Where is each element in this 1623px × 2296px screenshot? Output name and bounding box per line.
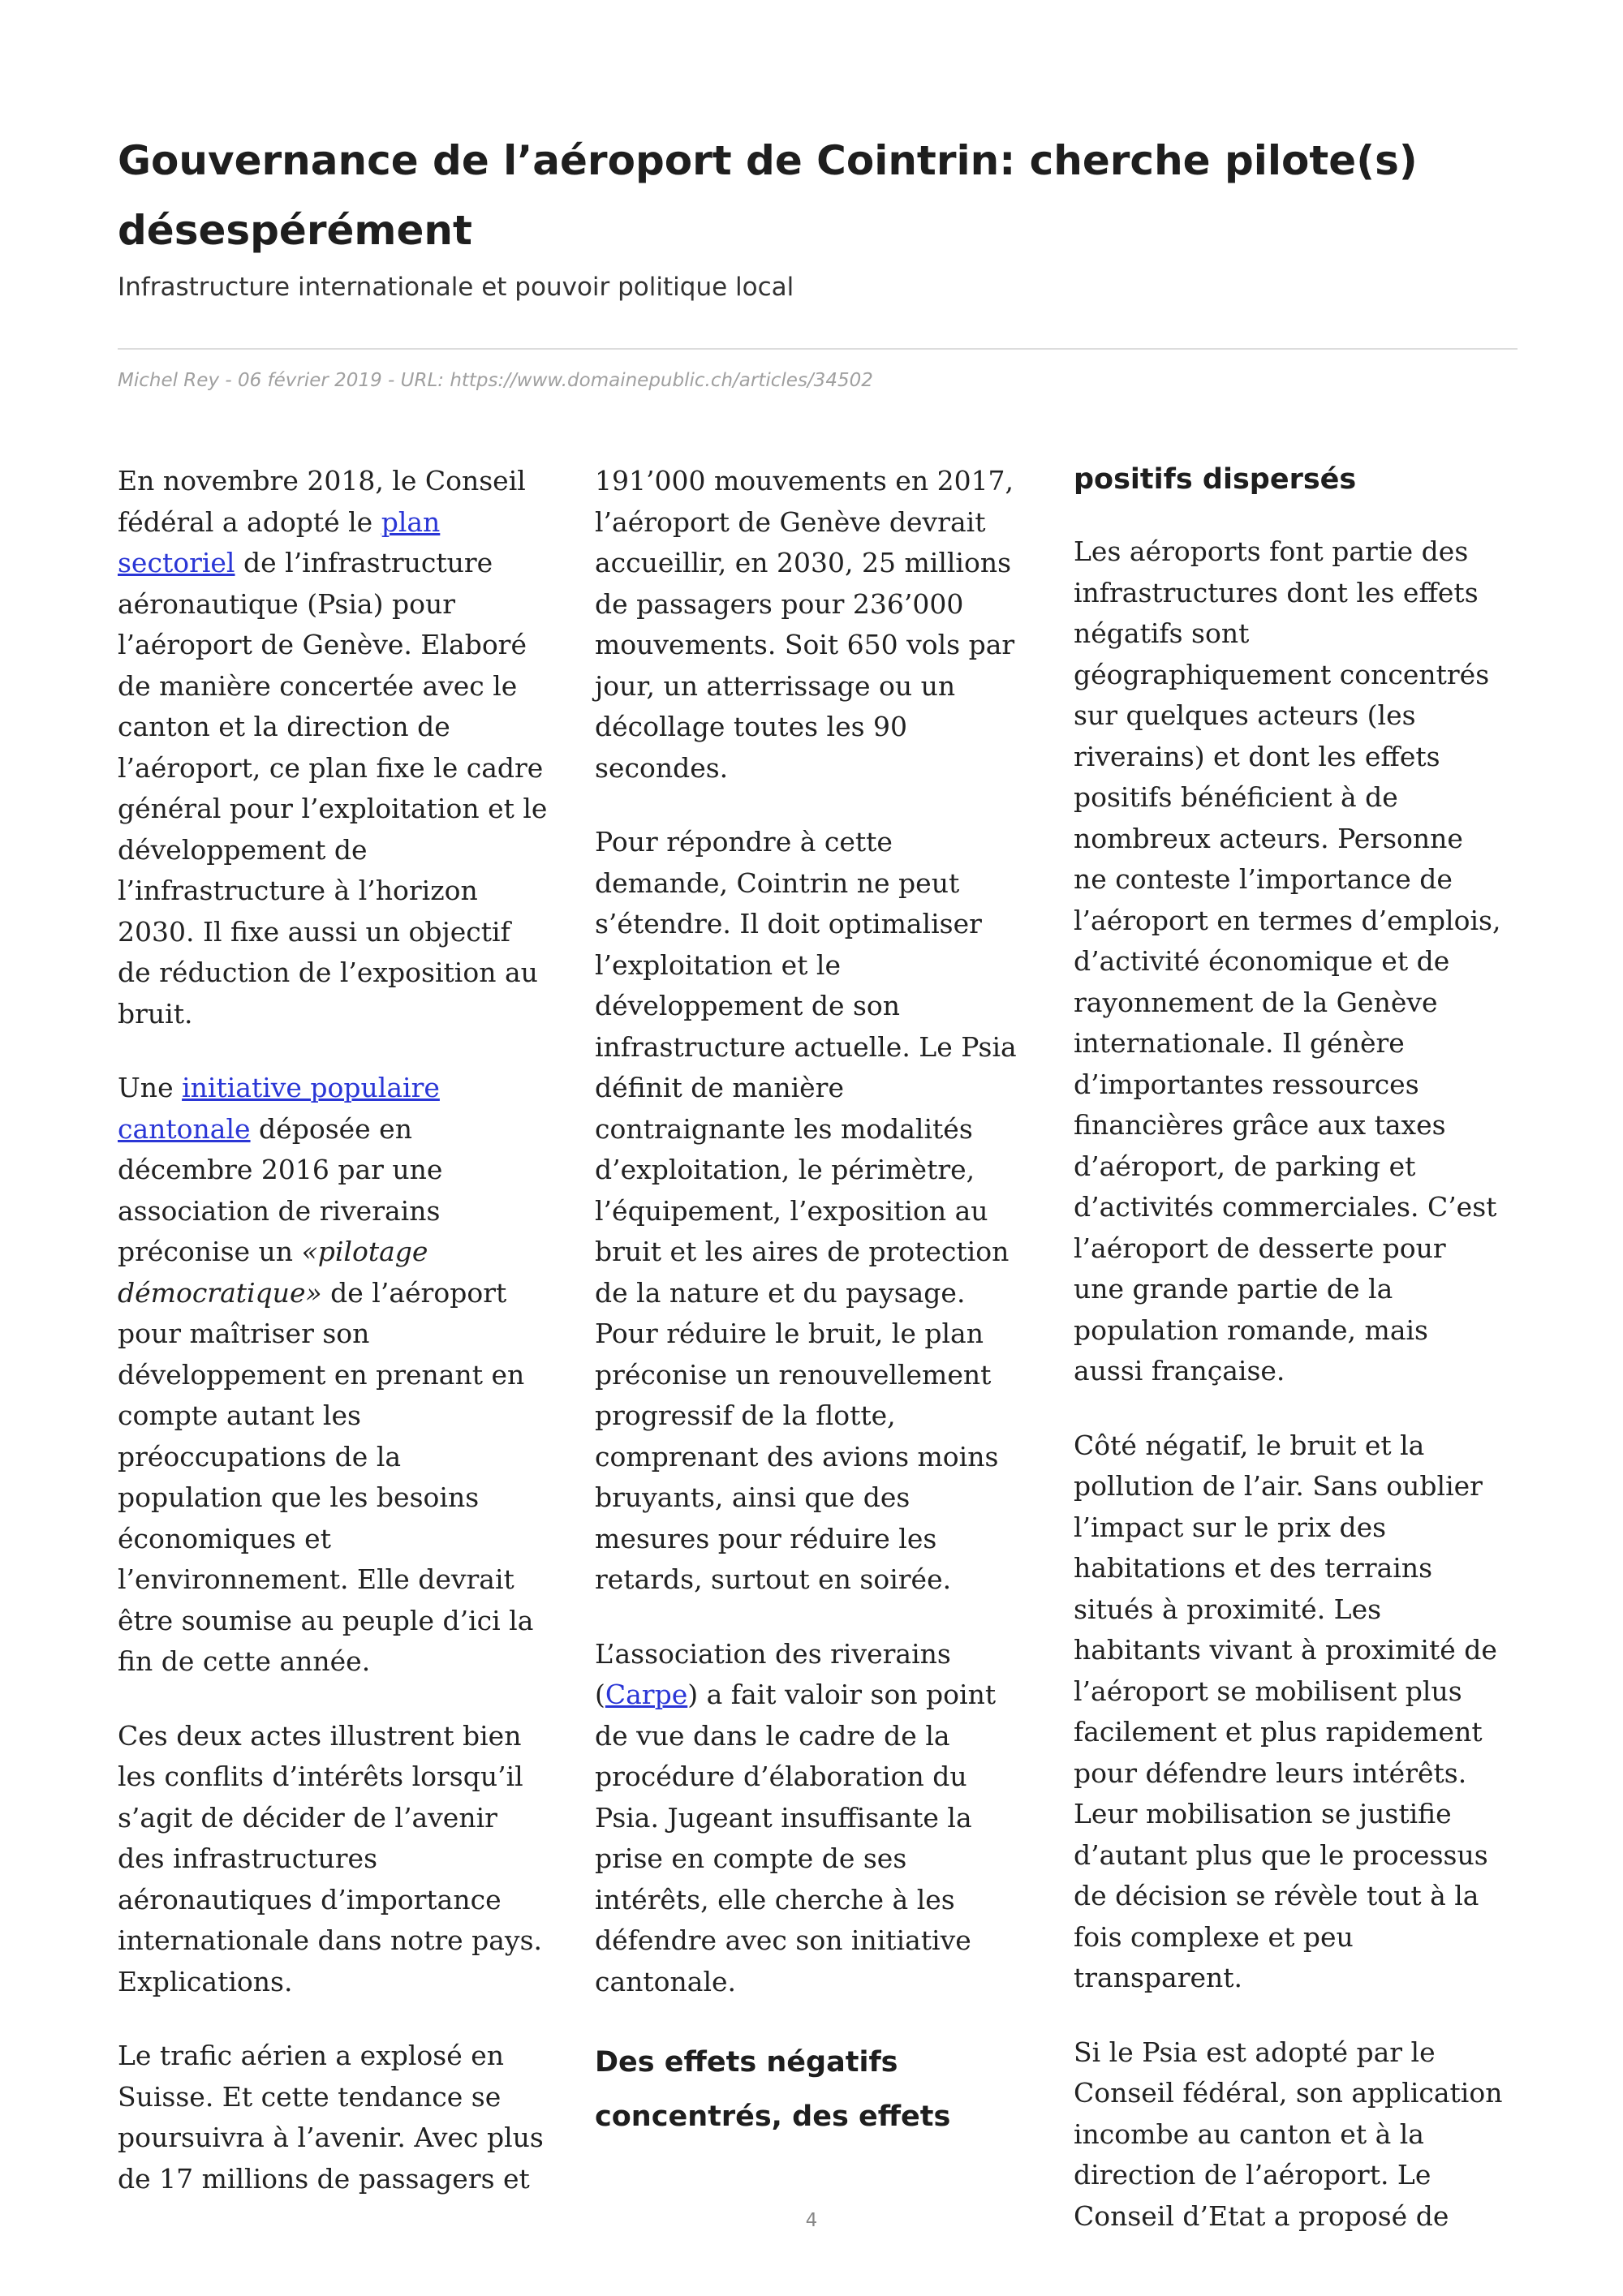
column-1 bbox=[118, 461, 548, 2233]
header-divider bbox=[118, 348, 1518, 350]
article-meta: Michel Rey - 06 février 2019 - URL: https://www.domainepublic.ch/articles/34502 bbox=[118, 370, 873, 391]
paragraph: Si le Psia est adopté par le Conseil fédéral, son application incombe au canton et à la direction de l’aéroport. Le Conseil d’Etat a proposé de bbox=[1074, 2036, 1503, 2232]
paragraph: Côté négatif, le bruit et la pollution de l’air. Sans oublier l’impact sur le prix des habitations et des terrains situés à proximité. Les habitants vivant à proximité de l’aéroport se mobilisent plus facilement et plus rapidement pour défendre leurs intérêts. Leur mobilisation se justifie d’autant plus que le processus de décision se révèle tout à la fois complexe et peu transparent. bbox=[1074, 1429, 1497, 1993]
link-carpe[interactable]: Carpe bbox=[605, 1679, 688, 1710]
page-number: 4 bbox=[805, 2210, 818, 2231]
link-initiative-populaire[interactable]: initiative populaire cantonale bbox=[118, 1072, 440, 1145]
column-2 bbox=[595, 461, 1025, 2177]
paragraph: Une initiative populaire cantonale déposée en décembre 2016 par une association de riverains préconise un «pilotage démocratique» de l’aéroport pour maîtriser son développement en prenant en compte autant les préoccupations de la population que les besoins économiques et l’environnement. Elle devrait être soumise au peuple d’ici la fin de cette année. bbox=[118, 1072, 534, 1677]
paragraph: L’association des riverains (Carpe) a fait valoir son point de vue dans le cadre de la procédure d’élaboration du Psia. Jugeant insuffisante la prise en compte de ses intérêts, elle cherche à les défendre avec son initiative cantonale. bbox=[595, 1637, 997, 1997]
paragraph: Les aéroports font partie des infrastructures dont les effets négatifs sont géographiquement concentrés sur quelques acteurs (les riverains) et dont les effets positifs bénéficient à de nombreux acteurs. Personne ne conteste l’importance de l’aéroport en termes d’emplois, d’activité économique et de rayonnement de la Genève internationale. Il génère d’importantes ressources financières grâce aux taxes d’aéroport, de parking et d’activités commerciales. C’est l’aéroport de desserte pour une grande partie de la population romande, mais aussi française. bbox=[1074, 535, 1501, 1387]
paragraph: 191’000 mouvements en 2017, l’aéroport de Genève devrait accueillir, en 2030, 25 millions de passagers pour 236’000 mouvements. Soit 650 vols par jour, un atterrissage ou un décollage toutes les 90 secondes. bbox=[595, 465, 1015, 784]
section-heading: Des effets négatifs concentrés, des effets bbox=[595, 2046, 951, 2133]
paragraph: Pour répondre à cette demande, Cointrin ne peut s’étendre. Il doit optimaliser l’exploitation et le développement de son infrastructure actuelle. Le Psia définit de manière contraignante les modalités d’exploitation, le périmètre, l’équipement, l’exposition au bruit et les aires de protection de la nature et du paysage. Pour réduire le bruit, le plan préconise un renouvellement progressif de la flotte, comprenant des avions moins bruyants, ainsi que des mesures pour réduire les retards, surtout en soirée. bbox=[595, 826, 1017, 1595]
paragraph: En novembre 2018, le Conseil fédéral a adopté le plan sectoriel de l’infrastructure aéronautique (Psia) pour l’aéroport de Genève. Elaboré de manière concertée avec le canton et la direction de l’aéroport, ce plan fixe le cadre général pour l’exploitation et le développement de l’infrastructure à l’horizon 2030. Il fixe aussi un objectif de réduction de l’exposition au bruit. bbox=[118, 465, 548, 1030]
article-title: Gouvernance de l’aéroport de Cointrin: cherche pilote(s) désespérément bbox=[118, 137, 1418, 254]
paragraph: Le trafic aérien a explosé en Suisse. Et cette tendance se poursuivra à l’avenir. Avec plus de 17 millions de passagers et bbox=[118, 2040, 544, 2195]
section-heading-continued: positifs dispersés bbox=[1074, 463, 1357, 496]
article-subtitle: Infrastructure internationale et pouvoir politique local bbox=[118, 273, 794, 302]
column-3 bbox=[1074, 461, 1504, 2270]
paragraph: Ces deux actes illustrent bien les conflits d’intérêts lorsqu’il s’agit de décider de l’avenir des infrastructures aéronautiques d’importance internationale dans notre pays. Explications. bbox=[118, 1719, 543, 1997]
link-plan-sectoriel[interactable]: plan sectoriel bbox=[118, 505, 441, 578]
